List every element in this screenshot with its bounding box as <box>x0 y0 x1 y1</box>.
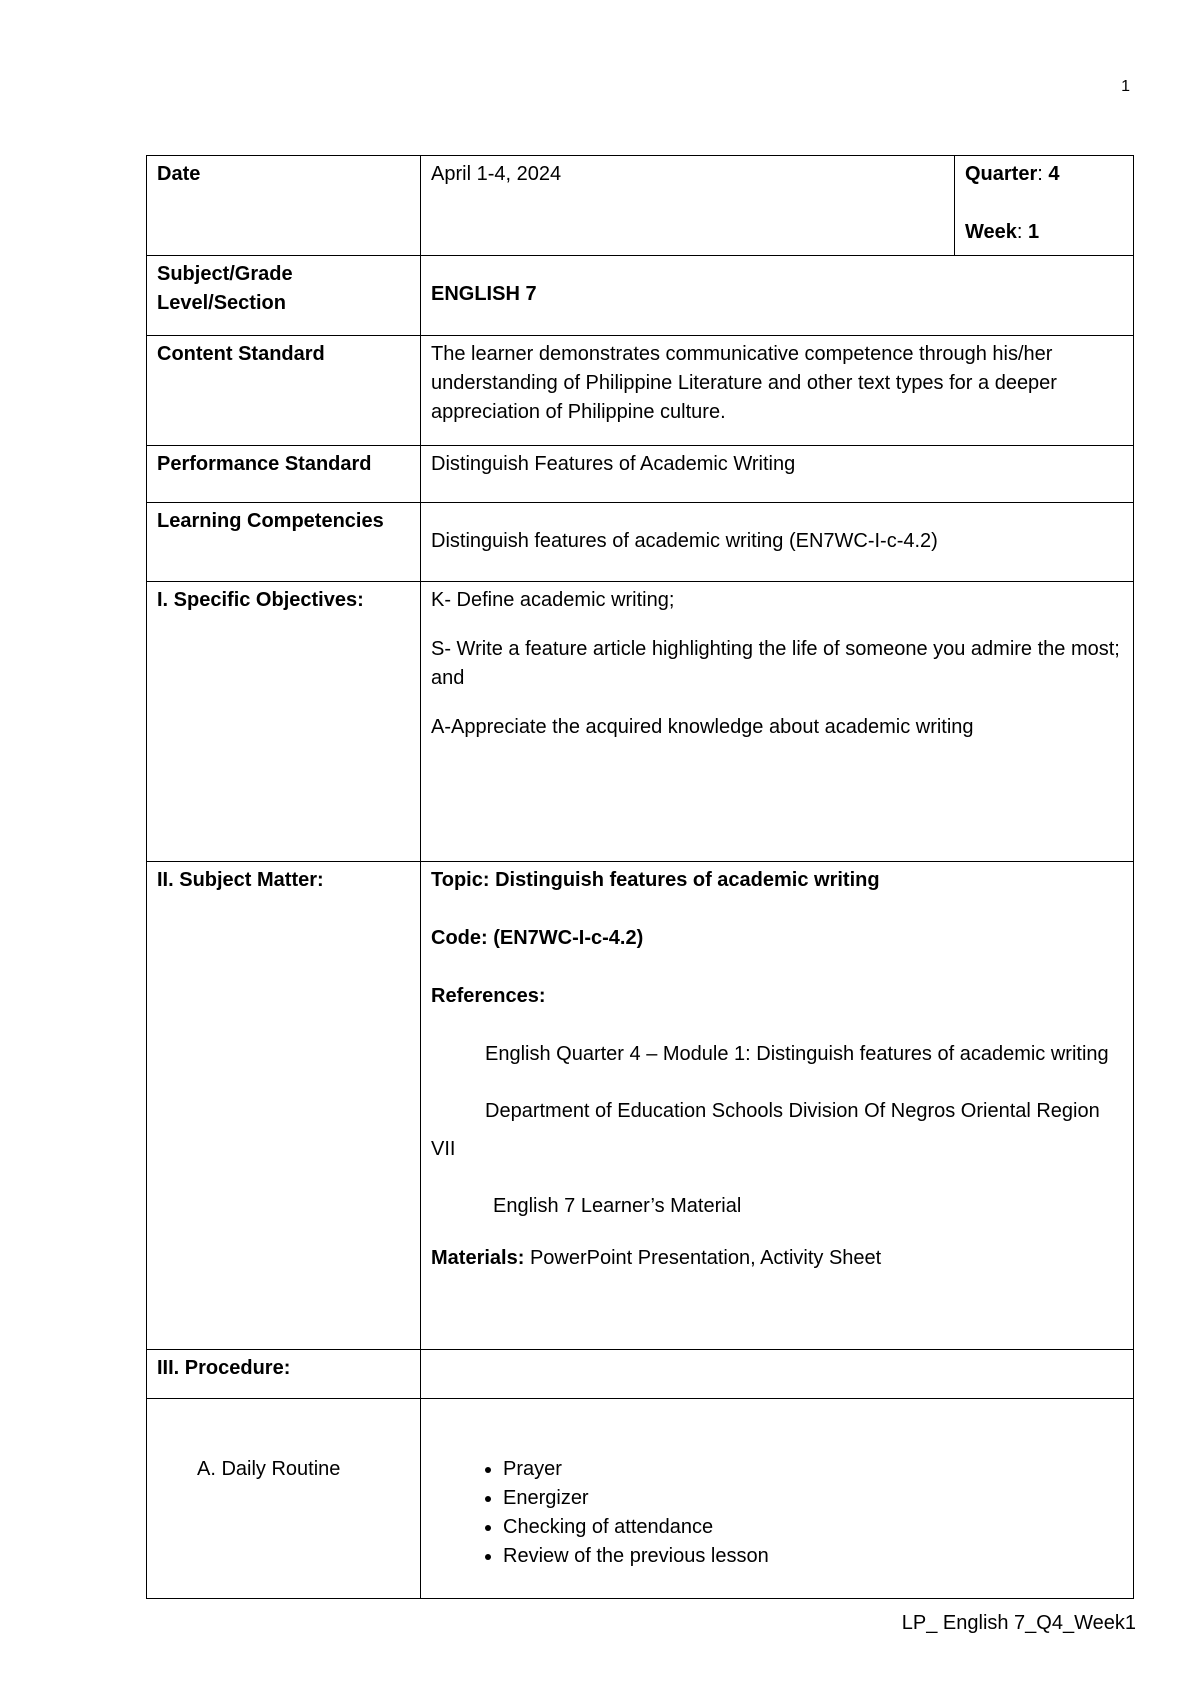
performance-standard-value: Distinguish Features of Academic Writing <box>421 446 1134 503</box>
week-value: 1 <box>1028 221 1040 243</box>
objective-skill: S- Write a feature article highlighting the life of someone you admire the most; and <box>431 638 1120 689</box>
reference-item: English Quarter 4 – Module 1: Distinguish features of academic writing <box>485 1043 1109 1065</box>
reference-item: English 7 Learner’s Material <box>493 1195 742 1217</box>
performance-standard-label: Performance Standard <box>147 446 421 503</box>
list-item: • Review of the previous lesson <box>503 1542 1123 1571</box>
subject-matter-cell <box>421 862 1134 1350</box>
list-item: • Checking of attendance <box>503 1513 1123 1542</box>
content-standard-value: The learner demonstrates communicative competence through his/her understanding of Philippine Literature and other text types for a deeper appreciation of Philippine culture. <box>421 336 1134 446</box>
quarter-value: 4 <box>1048 163 1060 185</box>
performance-standard-row <box>147 446 1134 503</box>
subject-matter-label: II. Subject Matter: <box>147 862 421 1350</box>
procedure-value <box>421 1350 1134 1399</box>
materials-label: Materials: <box>431 1247 525 1269</box>
daily-routine-label: A. Daily Routine <box>197 1458 341 1480</box>
date-value: April 1-4, 2024 <box>421 156 955 256</box>
objective-knowledge: K- Define academic writing; <box>431 589 675 611</box>
week-label: Week <box>965 221 1017 243</box>
objectives-label: I. Specific Objectives: <box>147 582 421 862</box>
lesson-plan-table <box>146 155 1134 1599</box>
learning-competencies-label: Learning Competencies <box>147 503 421 582</box>
quarter-week-cell: Quarter: 4 Week: 1 <box>955 156 1134 256</box>
code-text: Code: (EN7WC-I-c-4.2) <box>431 927 644 949</box>
subject-matter-row <box>147 862 1134 1350</box>
reference-item: Department of Education Schools Division Of Negros Oriental Region VII <box>431 1100 1100 1160</box>
procedure-row <box>147 1350 1134 1399</box>
content-standard-row <box>147 336 1134 446</box>
learning-competencies-row <box>147 503 1134 582</box>
subject-value: ENGLISH 7 <box>421 256 1134 336</box>
objectives-row <box>147 582 1134 862</box>
date-row <box>147 156 1134 256</box>
daily-routine-label-cell <box>147 1399 421 1599</box>
list-item: • Energizer <box>503 1484 1123 1513</box>
footer-text: LP_ English 7_Q4_Week1 <box>901 1612 1136 1634</box>
materials-line <box>431 1244 1123 1273</box>
procedure-label: III. Procedure: <box>147 1350 421 1399</box>
quarter-label: Quarter <box>965 163 1038 185</box>
references-label: References: <box>431 985 546 1007</box>
daily-routine-row <box>147 1399 1134 1599</box>
objective-attitude: A-Appreciate the acquired knowledge about academic writing <box>431 716 974 738</box>
daily-routine-list <box>431 1455 1123 1571</box>
daily-routine-cell <box>421 1399 1134 1599</box>
learning-competencies-value: Distinguish features of academic writing (EN7WC-I-c-4.2) <box>421 503 1134 582</box>
page-number: 1 <box>1121 78 1130 95</box>
subject-row <box>147 256 1134 336</box>
objectives-cell <box>421 582 1134 862</box>
topic-text: Topic: Distinguish features of academic writing <box>431 869 880 891</box>
list-item: • Prayer <box>503 1455 1123 1484</box>
materials-value: PowerPoint Presentation, Activity Sheet <box>529 1247 882 1269</box>
date-label: Date <box>147 156 421 256</box>
subject-label: Subject/Grade Level/Section <box>147 256 421 336</box>
content-standard-label: Content Standard <box>147 336 421 446</box>
